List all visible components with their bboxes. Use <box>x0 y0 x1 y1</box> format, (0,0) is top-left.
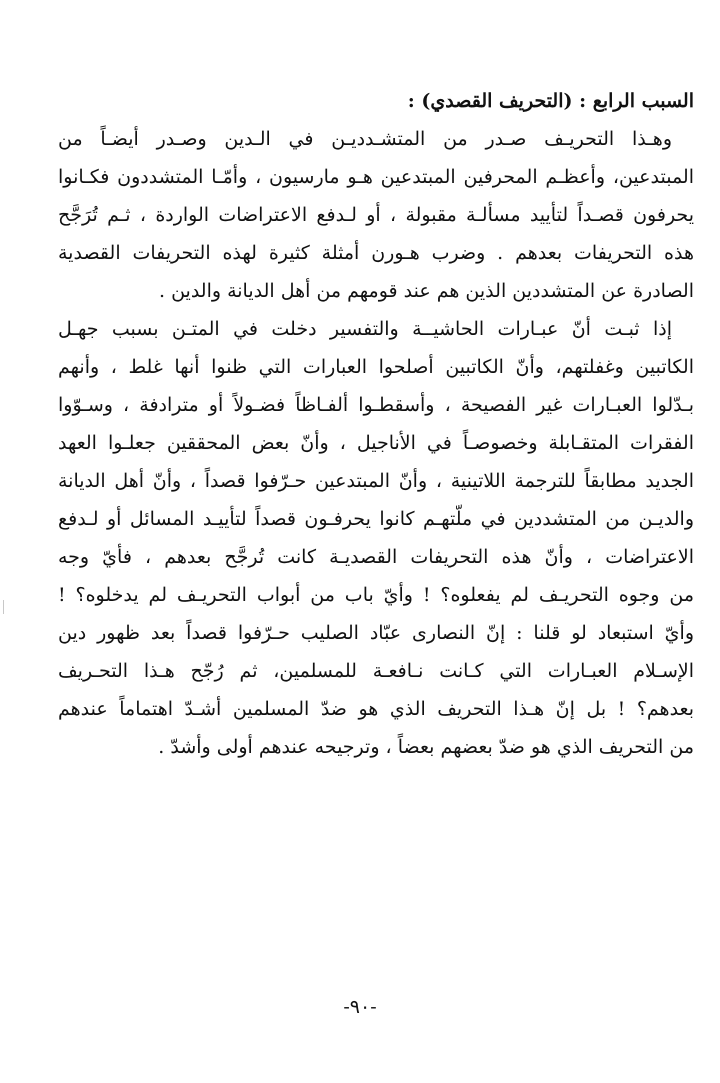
paragraph-2-line-6: والديـن من المتشددين في ملّتهـم كانوا يحرفـون قصداً لتأييـد المسائل أو لـدفع <box>58 508 694 530</box>
page-number: -٩٠- <box>343 996 377 1018</box>
paragraph-1-line-4: هذه التحريفات بعدهم . وضرب هـورن أمثلة كثيرة لهذه التحريفات القصدية <box>58 242 694 264</box>
paragraph-2-line-11: بعدهم؟ ! بل إنّ هـذا التحريف الذي هو ضدّ المسلمين أشـدّ اهتماماً عندهم <box>58 698 694 720</box>
paragraph-2-line-8: من وجوه التحريـف لم يفعلوه؟ ! وأيّ باب من أبواب التحريـف لم يدخلوه؟ ! <box>58 584 694 606</box>
body-text <box>58 82 694 766</box>
paragraph-2-line-2: الكاتبين وغفلتهم، وأنّ الكاتبين أصلحوا العبارات التي ظنوا أنها غلط ، وأنهم <box>58 356 694 378</box>
paragraph-2-line-3: بـدّلوا العبـارات غير الفصيحة ، وأسقطـوا ألفـاظاً فضـولاً أو مترادفة ، وسـوّوا <box>58 394 694 416</box>
paragraph-2-line-1: إذا ثبـت أنّ عبـارات الحاشيــة والتفسير دخلت في المتـن بسبب جهـل <box>58 318 672 340</box>
paragraph-1-line-2: المبتدعين، وأعظـم المحرفين المبتدعين هـو مارسيون ، وأمّـا المتشددون فكـانوا <box>58 166 694 188</box>
margin-mark <box>3 600 4 614</box>
paragraph-2-line-10: الإسـلام العبـارات التي كـانت نـافعـة للمسلمين، ثم رُجّح هـذا التحـريف <box>58 660 694 682</box>
paragraph-2-line-9: وأيّ استبعاد لو قلنا : إنّ النصارى عبّاد الصليب حـرّفوا قصداً بعد ظهور دين <box>58 622 694 644</box>
section-heading: السبب الرابع : (التحريف القصدي) : <box>407 90 694 112</box>
paragraph-1-line-1: وهـذا التحريـف صـدر من المتشـدديـن في الـدين وصـدر أيضـاً من <box>58 128 672 150</box>
paragraph-2-line-5: الجديد مطابقاً للترجمة اللاتينية ، وأنّ المبتدعين حـرّفوا قصداً ، وأنّ أهل الديانة <box>58 470 694 492</box>
paragraph-2-line-7: الاعتراضات ، وأنّ هذه التحريفات القصديـة كانت تُرجَّح بعدهم ، فأيّ وجه <box>58 546 694 568</box>
paragraph-1-line-3: يحرفون قصـداً لتأييد مسألـة مقبولة ، أو لـدفع الاعتراضات الواردة ، ثـم تُرَجَّح <box>58 204 694 226</box>
paragraph-1-line-5: الصادرة عن المتشددين الذين هم عند قومهم من أهل الديانة والدين . <box>159 280 694 302</box>
paragraph-2-line-12: من التحريف الذي هو ضدّ بعضهم بعضاً ، وترجيحه عندهم أولى وأشدّ . <box>158 736 694 758</box>
paragraph-2-line-4: الفقرات المتقـابلة وخصوصـاً في الأناجيل ، وأنّ بعض المحققين جعلـوا العهد <box>58 432 694 454</box>
